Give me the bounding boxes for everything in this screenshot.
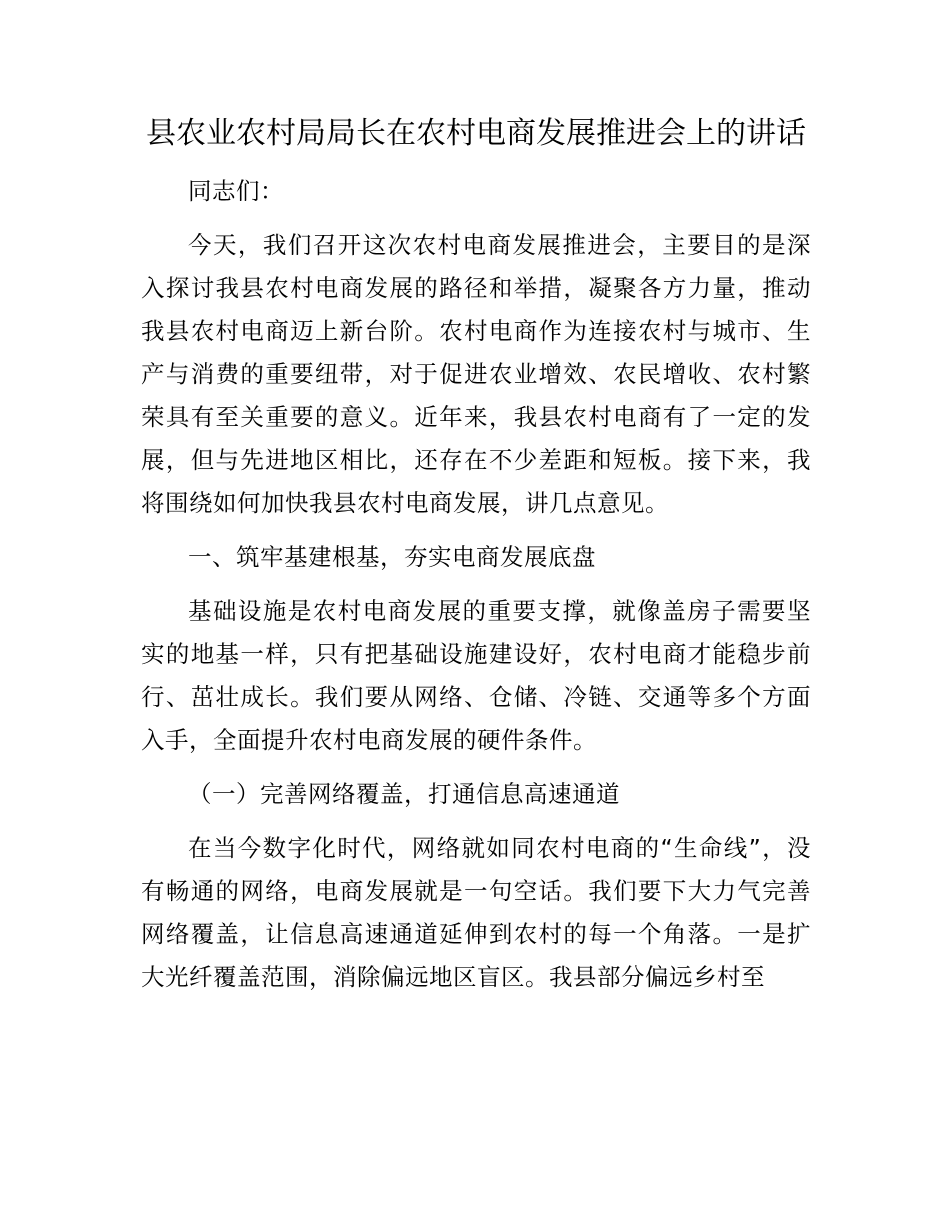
section-heading-1: 一、筑牢基建根基，夯实电商发展底盘 bbox=[188, 543, 596, 571]
document-title: 县农业农村局局长在农村电商发展推进会上的讲话 bbox=[146, 116, 806, 151]
paragraph-intro: 今天，我们召开这次农村电商发展推进会，主要目的是深入探讨我县农村电商发展的路径和举措，凝聚各方力量，推动我县农村电商迈上新台阶。农村电商作为连接农村与城市、生产与消费的重要纽带，对于促进农业增效、农民增收、农村繁荣具有至关重要的意义。近年来，我县农村电商有了一定的发展，但与先进地区相比，还存在不少差距和短板。接下来，我将围绕如何加快我县农村电商发展，讲几点意见。 bbox=[141, 231, 811, 517]
paragraph-infrastructure: 基础设施是农村电商发展的重要支撑，就像盖房子需要坚实的地基一样，只有把基础设施建设好，农村电商才能稳步前行、茁壮成长。我们要从网络、仓储、冷链、交通等多个方面入手，全面提升农村电商发展的硬件条件。 bbox=[141, 597, 811, 754]
paragraph-network: 在当今数字化时代，网络就如同农村电商的“生命线”，没有畅通的网络，电商发展就是一句空话。我们要下大力气完善网络覆盖，让信息高速通道延伸到农村的每一个角落。一是扩大光纤覆盖范围，消除偏远地区盲区。我县部分偏远乡村至 bbox=[141, 834, 811, 991]
subsection-heading-1: （一）完善网络覆盖，打通信息高速通道 bbox=[188, 780, 620, 808]
greeting: 同志们： bbox=[188, 177, 284, 205]
document-page bbox=[141, 108, 811, 999]
